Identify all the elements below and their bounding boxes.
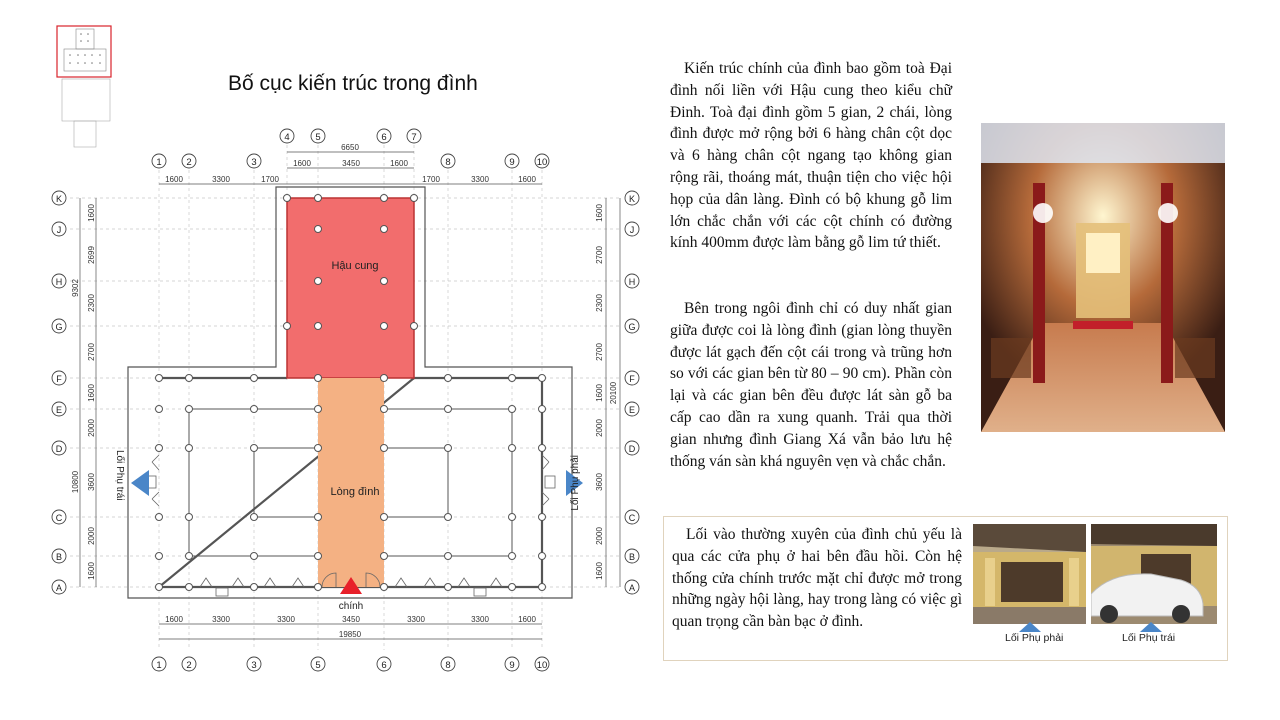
dims-bottom: [165, 615, 536, 639]
dim-right-9: 1600: [595, 562, 604, 580]
caption-loi-phu-trai: Lối Phụ trái: [1122, 632, 1176, 644]
dim-bottom-1: 1600: [165, 615, 183, 624]
axis-bottom-8: 8: [445, 660, 451, 671]
dim-left-total-2: 10800: [71, 470, 80, 494]
axis-top-2: 2: [186, 157, 192, 168]
axis-top-4: 4: [284, 132, 290, 143]
axis-row-right-g: G: [628, 322, 636, 332]
dim-right-1: 1600: [595, 204, 604, 222]
axis-top-10: 10: [536, 157, 548, 168]
axis-row-right-b: B: [628, 552, 636, 562]
axis-row-left-h: H: [55, 277, 63, 287]
axis-bottom-6: 6: [381, 660, 387, 671]
axis-bottom-3: 3: [251, 660, 257, 671]
dims-left: [71, 204, 96, 580]
dim-top-outer-3: 1700: [261, 175, 279, 184]
dim-top-outer-6: 1600: [518, 175, 536, 184]
axis-row-left-a: A: [55, 583, 63, 593]
axis-top-8: 8: [445, 157, 451, 168]
dim-top-hau-total: 6650: [341, 143, 359, 152]
axis-labels-rows-left: [55, 194, 62, 593]
side-entrance-left-photo: [1091, 524, 1217, 624]
page-title: Bố cục kiến trúc trong đình: [228, 72, 478, 95]
caption-loi-phu-phai: Lối Phụ phải: [1005, 632, 1064, 644]
dim-top-outer-1: 1600: [165, 175, 183, 184]
loi-phu-phai-label: Lối Phụ phải: [570, 455, 581, 511]
dim-top-outer-4: 1700: [422, 175, 440, 184]
hau-cung-area: [287, 198, 414, 378]
key-plan-dai-dinh: [64, 49, 106, 71]
dim-top-hau-2: 3450: [342, 159, 360, 168]
axis-bottom-5: 5: [315, 660, 321, 671]
dim-right-7: 3600: [595, 473, 604, 491]
dim-right-3: 2300: [595, 294, 604, 312]
axis-top-9: 9: [509, 157, 515, 168]
dims-right: [595, 204, 618, 580]
dim-left-4: 2700: [87, 343, 96, 361]
axis-row-left-k: K: [55, 194, 63, 204]
floor-plan: [40, 120, 660, 680]
axis-row-left-d: D: [55, 444, 63, 454]
axis-row-right-h: H: [628, 277, 636, 287]
dim-right-2: 2700: [595, 246, 604, 264]
axis-row-right-c: C: [628, 513, 636, 523]
description-paragraph-1: Kiến trúc chính của đình bao gồm toà Đại đình nối liền với Hậu cung theo kiểu chữ Đinh. Toà đại đình gồm 5 gian, 2 chái, lòng đình được mở rộng bởi 6 hàng chân cột dọc và 6 hàng chân cột ngang tạo không gian rộng rãi, thoáng mát, thuận tiện cho việc hội họp của dân làng. Đình có bộ khung gỗ lim lớn chắc chắn với các cột chính có đường kính 400mm được làm bằng gỗ lim tứ thiết.: [670, 60, 952, 252]
dim-right-total: 20100: [609, 381, 618, 405]
axis-row-right-a: A: [628, 583, 636, 593]
dim-top-outer-2: 3300: [212, 175, 230, 184]
dim-left-5: 1600: [87, 384, 96, 402]
dim-left-6: 2000: [87, 419, 96, 437]
axis-top-3: 3: [251, 157, 257, 168]
entry-paragraph: Lối vào thường xuyên của đình chủ yếu là qua các cửa phụ ở hai bên đầu hồi. Còn hệ thống cửa chính trước mặt chỉ được mở trong những ngày hội làng, hay trong làng có việc gì quan trọng cần bàn bạc ở đình.: [672, 526, 962, 631]
axis-bottom-9: 9: [509, 660, 515, 671]
long-dinh-area: [318, 378, 384, 587]
side-entrance-right-drawing: [973, 524, 1086, 624]
main-entrance-label: chính: [338, 601, 364, 612]
caption-right-arrow: [1140, 622, 1162, 632]
axis-top-1: 1: [156, 157, 162, 168]
side-entrance-left-drawing: [1091, 524, 1217, 624]
dim-left-9: 1600: [87, 562, 96, 580]
axis-markers-bottom: [152, 657, 549, 671]
axis-labels-rows-right: [628, 194, 635, 593]
dim-left-2: 2699: [87, 246, 96, 264]
dim-bottom-5: 3300: [407, 615, 425, 624]
axis-top-5: 5: [315, 132, 321, 143]
side-entrance-left-arrow: [131, 470, 149, 496]
axis-row-right-k: K: [628, 194, 636, 204]
dim-right-6: 2000: [595, 419, 604, 437]
axis-row-left-f: F: [56, 374, 62, 384]
dim-left-total-1: 9302: [71, 279, 80, 297]
hau-cung-label: Hậu cung: [331, 260, 379, 272]
key-plan-dots: [69, 33, 101, 64]
axis-row-left-c: C: [55, 513, 63, 523]
axis-row-right-d: D: [628, 444, 636, 454]
dim-top-hau-1: 1600: [293, 159, 311, 168]
dim-right-4: 2700: [595, 343, 604, 361]
axis-row-right-f: F: [629, 374, 635, 384]
dim-right-8: 2000: [595, 527, 604, 545]
description-paragraph-2: Bên trong ngôi đình chỉ có duy nhất gian giữa được coi là lòng đình (gian lòng thuyền được lát gạch đến cột cái trong và trũng hơn so với các gian bên từ 80 – 90 cm). Phần còn lại và các gian bên đều được lát sàn gỗ ba cấp cao dần ra xung quanh. Trải qua thời gian nhưng đình Giang Xá vẫn bảo lưu hệ thống ván sàn khá nguyên vẹn và chắc chắn.: [670, 300, 952, 470]
dim-left-8: 2000: [87, 527, 96, 545]
axis-row-left-j: J: [56, 225, 62, 235]
caption-left-arrow: [1019, 622, 1041, 632]
dim-top-outer-5: 3300: [471, 175, 489, 184]
axis-top-6: 6: [381, 132, 387, 143]
dim-bottom-4: 3450: [342, 615, 360, 624]
dim-bottom-6: 3300: [471, 615, 489, 624]
dim-bottom-2: 3300: [212, 615, 230, 624]
key-plan-hau-cung: [76, 29, 94, 49]
side-entrance-right-photo: [973, 524, 1086, 624]
dim-left-7: 3600: [87, 473, 96, 491]
dim-right-5: 1600: [595, 384, 604, 402]
loi-phu-trai-label: Lối Phụ trái: [114, 450, 125, 501]
dim-left-1: 1600: [87, 204, 96, 222]
key-plan-section: [62, 79, 110, 121]
interior-photo: [981, 123, 1225, 432]
axis-bottom-10: 10: [536, 660, 548, 671]
axis-row-left-e: E: [55, 405, 63, 415]
dim-bottom-total: 19850: [338, 630, 362, 639]
axis-row-right-e: E: [628, 405, 636, 415]
dims-top: [165, 143, 536, 184]
key-plan-highlight: [57, 26, 111, 77]
dim-bottom-7: 1600: [518, 615, 536, 624]
long-dinh-label: Lòng đình: [330, 486, 380, 498]
axis-labels-bottom: [156, 660, 547, 671]
interior-photo-drawing: [981, 123, 1225, 432]
axis-bottom-1: 1: [156, 660, 162, 671]
axis-row-left-g: G: [55, 322, 63, 332]
axis-row-left-b: B: [55, 552, 63, 562]
dim-left-3: 2300: [87, 294, 96, 312]
axis-row-right-j: J: [629, 225, 635, 235]
axis-bottom-2: 2: [186, 660, 192, 671]
dim-top-hau-3: 1600: [390, 159, 408, 168]
dim-bottom-3: 3300: [277, 615, 295, 624]
axis-top-7: 7: [411, 132, 417, 143]
